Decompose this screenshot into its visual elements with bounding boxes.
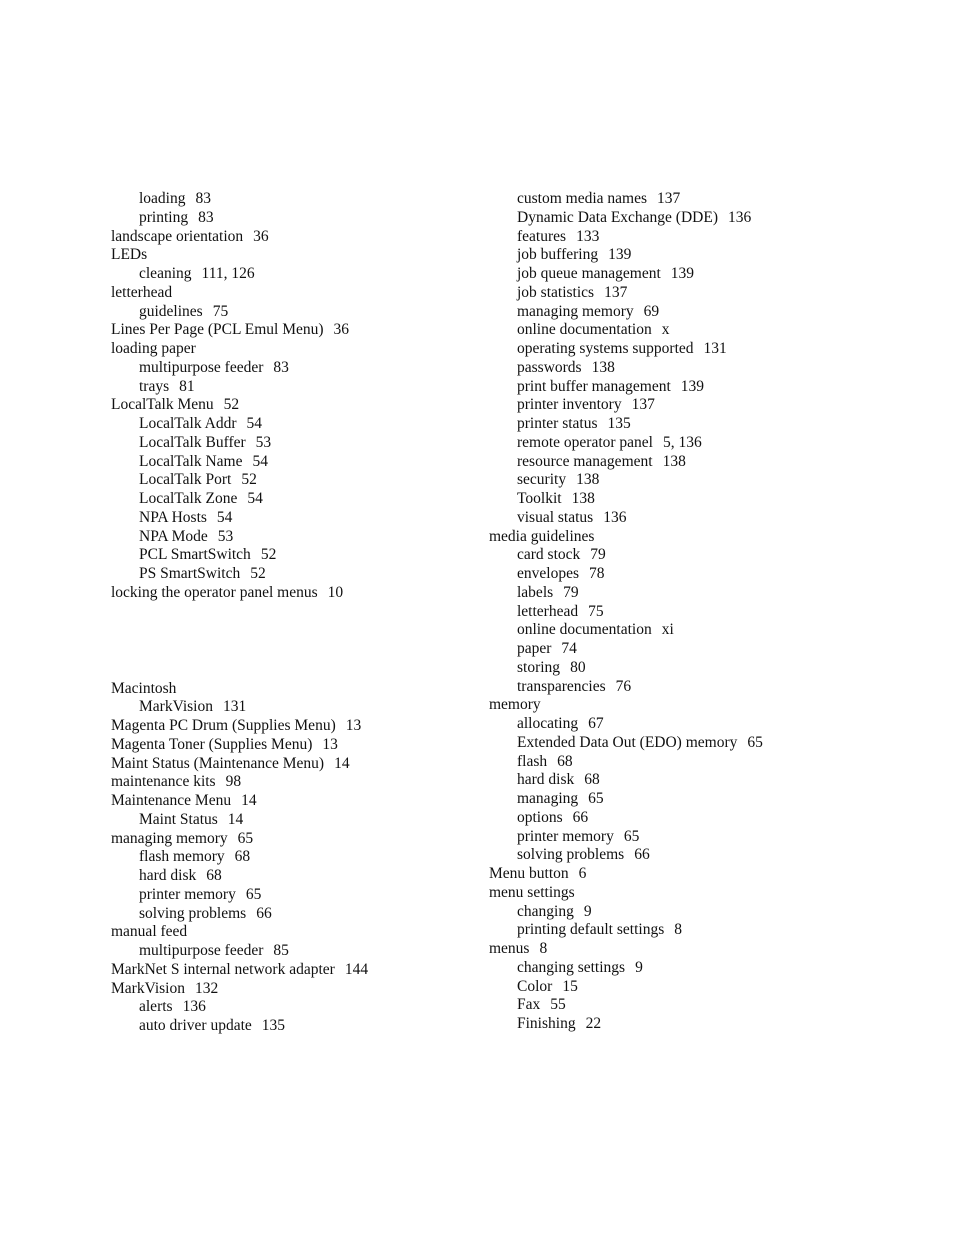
index-term: Menu button [489, 865, 569, 882]
index-term: labels [517, 583, 554, 601]
index-page-ref: 66 [256, 904, 272, 922]
index-term: job queue management [517, 265, 661, 282]
index-subentry [111, 471, 451, 490]
index-page-ref: 79 [563, 583, 579, 601]
index-entry [111, 321, 451, 340]
index-subentry [111, 848, 451, 867]
index-term: Lines Per Page (PCL Emul Menu) [111, 321, 324, 339]
index-subentry [489, 978, 909, 997]
index-page-ref: x [661, 321, 670, 339]
index-subentry [111, 698, 451, 717]
index-term: custom media names [517, 190, 647, 207]
index-term: features [517, 227, 567, 245]
index-term: LEDs [111, 246, 148, 264]
index-subentry [489, 659, 909, 678]
index-term: solving problems [517, 846, 625, 864]
index-column-right [489, 190, 909, 1034]
index-term: allocating [517, 715, 579, 732]
index-page-ref: 65 [237, 829, 254, 847]
index-subentry [111, 867, 451, 886]
index-page-ref: 54 [216, 508, 233, 526]
index-subentry [489, 209, 909, 228]
index-page-ref: 68 [584, 771, 600, 789]
index-page-ref: 74 [561, 640, 577, 657]
index-term: printer memory [139, 885, 236, 903]
index-term: Toolkit [517, 490, 562, 507]
index-page-ref: 75 [212, 302, 229, 320]
index-subentry [489, 565, 909, 584]
index-term: storing [517, 658, 561, 676]
index-subentry [111, 190, 451, 209]
index-term: Magenta PC Drum (Supplies Menu) [111, 717, 336, 734]
index-subentry [489, 809, 909, 828]
index-subentry [489, 490, 909, 509]
index-page-ref: 54 [252, 452, 268, 470]
index-page-ref: 5, 136 [663, 433, 702, 451]
index-term: envelopes [517, 565, 579, 582]
index-page-ref: 139 [680, 377, 705, 395]
index-page-ref: 132 [194, 979, 219, 997]
index-page-ref: 80 [570, 658, 586, 676]
index-term: loading paper [111, 340, 196, 357]
index-column-left [111, 190, 451, 1036]
index-page-ref: 138 [591, 358, 615, 376]
index-term: alerts [139, 998, 173, 1016]
index-subentry [111, 546, 451, 565]
index-term: MarkVision [139, 698, 213, 716]
index-term: flash memory [139, 848, 225, 866]
index-page-ref: 53 [255, 433, 272, 451]
index-page-ref: 136 [603, 508, 627, 526]
index-term: NPA Hosts [139, 508, 207, 526]
index-page-ref: 9 [635, 958, 643, 976]
index-subentry [489, 771, 909, 790]
index-page-ref: 138 [662, 452, 686, 470]
index-page-ref: 133 [576, 227, 600, 245]
index-page-ref: 8 [674, 921, 682, 939]
index-term: changing settings [517, 958, 626, 976]
index-page-ref: 131 [222, 698, 247, 716]
index-term: Color [517, 977, 553, 995]
index-term: Dynamic Data Exchange (DDE) [517, 208, 718, 226]
index-subentry [111, 378, 451, 397]
index-subentry [489, 265, 909, 284]
index-subentry [111, 1017, 451, 1036]
index-page-ref: 53 [217, 527, 234, 545]
index-subentry [489, 753, 909, 772]
index-page-ref: 66 [634, 846, 650, 864]
index-term: multipurpose feeder [139, 358, 264, 376]
index-subentry [489, 434, 909, 453]
index-page-ref: 52 [250, 565, 266, 582]
index-page-ref: 36 [333, 321, 350, 339]
index-term: maintenance kits [111, 773, 216, 791]
index-term: MarkVision [111, 979, 185, 997]
index-subentry [111, 942, 451, 961]
index-term: paper [517, 640, 552, 657]
index-page-ref: 68 [206, 867, 222, 884]
index-subentry [111, 359, 451, 378]
index-term: job statistics [517, 283, 595, 301]
index-subentry [489, 621, 909, 640]
index-subentry [489, 1015, 909, 1034]
index-term: PCL SmartSwitch [139, 546, 251, 564]
index-page-ref: 135 [261, 1017, 286, 1034]
index-entry [111, 396, 451, 415]
index-subentry [489, 996, 909, 1015]
index-page-ref: 136 [728, 208, 752, 226]
index-page-ref: 10 [327, 583, 344, 601]
index-entry [111, 830, 451, 849]
index-page-ref: 13 [345, 717, 362, 734]
index-term: options [517, 808, 563, 826]
index-subentry [489, 828, 909, 847]
index-term: LocalTalk Buffer [139, 433, 246, 451]
index-term: LocalTalk Name [139, 452, 243, 470]
index-subentry [489, 603, 909, 622]
index-page-ref: 68 [234, 848, 251, 866]
index-entry [111, 680, 451, 699]
index-term: Magenta Toner (Supplies Menu) [111, 735, 313, 753]
index-entry [111, 792, 451, 811]
index-term: printer status [517, 415, 598, 432]
index-subentry [489, 190, 909, 209]
index-page-ref: 66 [572, 808, 589, 826]
index-term: solving problems [139, 904, 247, 922]
index-term: Extended Data Out (EDO) memory [517, 733, 738, 751]
index-subentry [111, 415, 451, 434]
index-page-ref: 65 [747, 733, 763, 751]
index-page-ref: 139 [608, 246, 632, 264]
index-subentry [489, 640, 909, 659]
index-page-ref: 137 [604, 283, 628, 301]
index-subentry [489, 359, 909, 378]
index-page-ref: 83 [198, 208, 214, 226]
index-term: online documentation [517, 621, 652, 639]
index-page-ref: 13 [322, 735, 338, 753]
index-term: Maintenance Menu [111, 792, 232, 809]
index-subentry [111, 303, 451, 322]
index-subentry [489, 509, 909, 528]
index-subentry [489, 228, 909, 247]
index-page-ref: 79 [590, 546, 606, 564]
index-term: transparencies [517, 677, 606, 695]
index-term: guidelines [139, 302, 203, 320]
index-term: locking the operator panel menus [111, 583, 318, 601]
index-term: letterhead [111, 283, 173, 301]
index-term: media guidelines [489, 527, 595, 545]
index-page-ref: 138 [571, 490, 595, 507]
index-subentry [489, 584, 909, 603]
index-term: security [517, 471, 567, 489]
index-term: auto driver update [139, 1017, 252, 1034]
index-subentry [489, 790, 909, 809]
index-page-ref: 8 [539, 940, 548, 957]
index-term: managing memory [111, 829, 228, 847]
index-subentry [111, 490, 451, 509]
index-page-ref: 15 [562, 977, 578, 995]
index-page-ref: 52 [260, 546, 277, 564]
index-page-ref: 14 [334, 754, 350, 772]
index-term: landscape orientation [111, 227, 244, 245]
index-subentry [489, 678, 909, 697]
index-term: Fax [517, 996, 541, 1014]
index-subentry [111, 209, 451, 228]
index-page-ref: 98 [225, 773, 242, 791]
index-page-ref: 52 [223, 396, 240, 414]
index-term: printer inventory [517, 396, 622, 414]
index-subentry [111, 265, 451, 284]
index-entry [489, 884, 909, 903]
index-page-ref: 83 [273, 358, 289, 376]
index-term: PS SmartSwitch [139, 565, 241, 582]
index-page-ref: 68 [557, 752, 573, 770]
index-term: visual status [517, 508, 594, 526]
index-term: Maint Status [139, 810, 218, 828]
index-term: changing [517, 902, 574, 920]
index-page-ref: 111, 126 [201, 265, 255, 282]
index-subentry [111, 509, 451, 528]
index-term: printer memory [517, 827, 614, 845]
index-subentry [489, 959, 909, 978]
index-term: managing [517, 790, 579, 807]
index-page-ref: 75 [588, 602, 604, 620]
index-subentry [489, 340, 909, 359]
index-page-ref: 81 [179, 377, 195, 395]
index-page-ref: 55 [550, 996, 566, 1014]
index-term: managing memory [517, 302, 634, 320]
index-subentry [489, 284, 909, 303]
index-page-ref: 65 [623, 827, 640, 845]
index-page-ref: 36 [253, 227, 269, 245]
index-entry [111, 717, 451, 736]
index-term: printing [139, 208, 189, 226]
index-page-ref: 85 [273, 942, 289, 959]
index-term: menus [489, 940, 530, 957]
index-subentry [111, 528, 451, 547]
index-subentry [489, 546, 909, 565]
index-page-ref: 9 [583, 902, 592, 920]
index-page-ref: 135 [607, 415, 631, 432]
index-subentry [489, 415, 909, 434]
index-subentry [489, 921, 909, 940]
index-term: MarkNet S internal network adapter [111, 960, 335, 978]
index-subentry [111, 998, 451, 1017]
index-term: flash [517, 752, 548, 770]
index-subentry [489, 846, 909, 865]
index-term: remote operator panel [517, 433, 653, 451]
index-term: job buffering [517, 246, 599, 264]
index-entry [111, 584, 451, 603]
index-page-ref: 54 [246, 415, 262, 432]
index-entry [489, 865, 909, 884]
index-term: multipurpose feeder [139, 942, 264, 959]
index-subentry [111, 565, 451, 584]
index-term: NPA Mode [139, 527, 208, 545]
index-page-ref: 137 [631, 396, 655, 414]
index-entry [111, 961, 451, 980]
index-subentry [489, 715, 909, 734]
index-entry [111, 736, 451, 755]
index-subentry [111, 905, 451, 924]
index-subentry [489, 321, 909, 340]
index-page-ref: 69 [643, 302, 660, 320]
index-term: passwords [517, 358, 582, 376]
index-subentry [489, 378, 909, 397]
index-page-ref: 67 [588, 715, 604, 732]
index-subentry [489, 303, 909, 322]
index-term: memory [489, 696, 541, 714]
index-term: LocalTalk Addr [139, 415, 237, 432]
index-entry [111, 773, 451, 792]
index-term: Finishing [517, 1015, 576, 1032]
index-term: hard disk [139, 867, 197, 884]
index-page-ref: 76 [615, 677, 632, 695]
index-term: LocalTalk Zone [139, 490, 238, 507]
index-page-ref: 65 [245, 885, 262, 903]
index-term: printing default settings [517, 921, 665, 939]
index-term: operating systems supported [517, 340, 694, 357]
index-term: letterhead [517, 602, 579, 620]
index-subentry [489, 246, 909, 265]
index-page-ref: 65 [588, 790, 604, 807]
index-page-ref: 6 [578, 865, 587, 882]
index-entry [111, 980, 451, 999]
index-term: online documentation [517, 321, 652, 339]
index-term: Maint Status (Maintenance Menu) [111, 754, 325, 772]
index-entry [111, 228, 451, 247]
index-term: LocalTalk Menu [111, 396, 214, 414]
index-page-ref: 14 [227, 810, 244, 828]
index-subentry [111, 811, 451, 830]
index-term: card stock [517, 546, 581, 564]
index-term: loading [139, 190, 186, 207]
index-page-ref: 22 [585, 1015, 602, 1032]
index-page-ref: 78 [588, 565, 605, 582]
index-entry [111, 923, 451, 942]
index-term: resource management [517, 452, 653, 470]
index-entry [489, 940, 909, 959]
index-term: menu settings [489, 883, 575, 901]
index-page-ref: 136 [182, 998, 206, 1016]
index-term: LocalTalk Port [139, 471, 232, 489]
index-subentry [489, 396, 909, 415]
index-entry [489, 696, 909, 715]
index-term: trays [139, 377, 170, 395]
index-page-ref: 52 [241, 471, 257, 489]
index-term: cleaning [139, 265, 192, 282]
index-entry [111, 755, 451, 774]
index-subentry [489, 903, 909, 922]
index-page-ref: 83 [195, 190, 211, 207]
index-subentry [111, 886, 451, 905]
index-term: Macintosh [111, 679, 177, 697]
index-subentry [489, 471, 909, 490]
index-page-ref: 14 [241, 792, 257, 809]
index-page-ref: 144 [344, 960, 369, 978]
index-page-ref: xi [661, 621, 674, 639]
index-page-ref: 54 [247, 490, 263, 507]
index-entry [111, 340, 451, 359]
index-term: manual feed [111, 923, 188, 941]
index-entry [111, 284, 451, 303]
index-term: hard disk [517, 771, 575, 789]
index-page-ref: 138 [576, 471, 600, 489]
index-entry [111, 246, 451, 265]
index-page-ref: 131 [703, 340, 727, 357]
index-entry [489, 528, 909, 547]
index-subentry [111, 434, 451, 453]
index-subentry [489, 453, 909, 472]
index-page-ref: 137 [657, 190, 681, 207]
index-page-ref: 139 [670, 265, 695, 282]
index-subentry [489, 734, 909, 753]
index-subentry [111, 453, 451, 472]
index-term: print buffer management [517, 377, 671, 395]
